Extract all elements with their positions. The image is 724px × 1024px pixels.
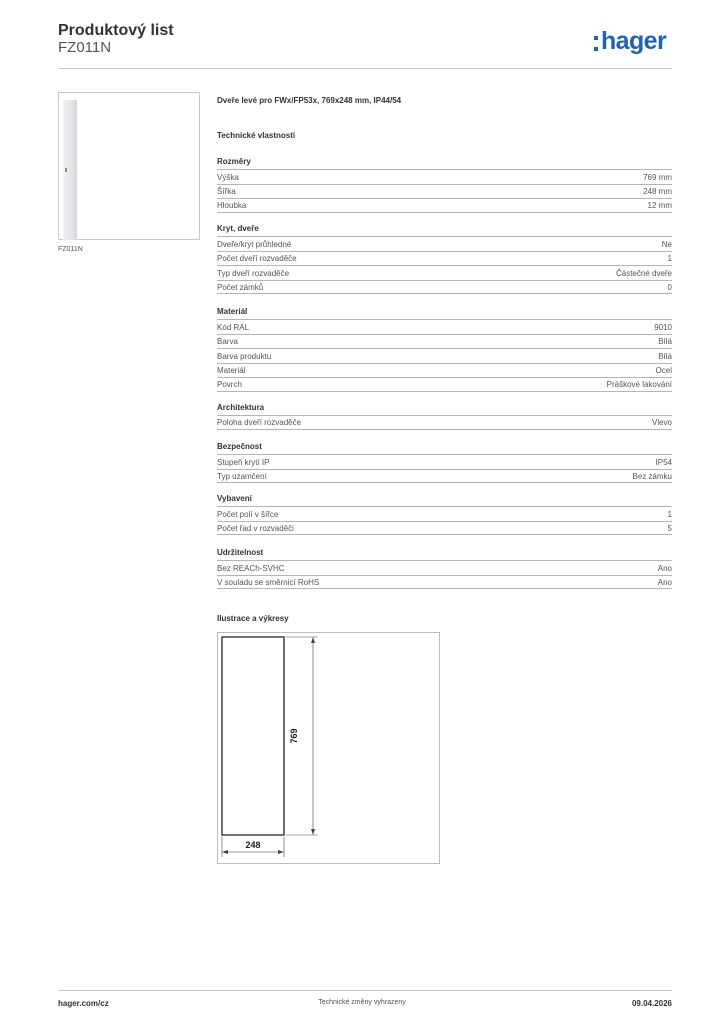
spec-label: Typ dveří rozvaděče [217,268,290,278]
spec-value: IP54 [655,457,672,467]
section-title: Udržitelnost [217,548,264,557]
spec-label: Výška [217,172,239,182]
section-title: Vybavení [217,494,252,503]
section-title: Rozměry [217,157,251,166]
spec-row [217,348,672,363]
image-caption: FZ011N [58,246,83,253]
dim-arrow-top [311,637,315,643]
spec-label: Dveře/kryt průhledné [217,239,292,249]
drawing-svg [218,633,441,865]
tech-properties-heading: Technické vlastnosti [217,131,296,140]
spec-label: Materiál [217,366,246,376]
section-title: Kryt, dveře [217,224,259,233]
spec-value: 0 [667,282,672,292]
spec-value: Bílá [658,351,672,361]
spec-label: Počet dveří rozvaděče [217,254,297,264]
hager-logo [594,27,666,56]
logo-text: hager [601,27,667,55]
spec-row [217,521,672,536]
spec-row [217,334,672,349]
spec-value: Práškové lakování [606,380,672,390]
spec-row [217,251,672,266]
spec-label: V souladu se směrnicí RoHS [217,577,320,587]
dim-arrow-left [222,850,228,854]
spec-row [217,236,672,251]
spec-value: Ocel [655,366,672,376]
dim-arrow-right [278,850,284,854]
spec-label: Hloubka [217,201,247,211]
footer-date: 09.04.2026 [631,999,672,1008]
spec-value: Bílá [658,337,672,347]
spec-row [217,575,672,590]
spec-row [217,169,672,184]
technical-drawing [217,632,440,864]
spec-label: Stupeň krytí IP [217,457,270,467]
spec-label: Bez REACh-SVHC [217,563,285,573]
width-dimension-label: 248 [245,840,261,850]
spec-value: Ano [657,563,672,573]
illustrations-heading: Ilustrace a výkresy [217,614,289,623]
spec-value: 9010 [654,322,672,332]
spec-label: Barva [217,337,238,347]
section-title: Materiál [217,307,248,316]
spec-label: Povrch [217,380,242,390]
spec-label: Poloha dveří rozvaděče [217,418,302,428]
spec-row [217,280,672,295]
spec-row [217,377,672,392]
door-handle-icon [65,168,67,172]
spec-row [217,319,672,334]
height-dimension-label: 769 [289,728,299,744]
spec-value: 1 [667,254,672,264]
spec-value: Bez zámku [632,471,672,481]
logo-dots-icon [594,36,598,51]
header-divider [58,68,672,69]
spec-value: 5 [667,523,672,533]
spec-value: 769 mm [643,172,672,182]
spec-row [217,454,672,469]
spec-row [217,415,672,430]
spec-value: 12 mm [647,201,672,211]
section-title: Architektura [217,403,265,412]
spec-value: Ne [661,239,672,249]
spec-label: Barva produktu [217,351,272,361]
spec-value: 248 mm [643,187,672,197]
footer-website-link[interactable]: hager.com/cz [58,999,109,1008]
section-title: Bezpečnost [217,442,262,451]
spec-label: Šířka [217,187,236,197]
spec-label: Počet zámků [217,282,264,292]
spec-row [217,184,672,199]
spec-value: Ano [657,577,672,587]
page-title: Produktový list [58,22,174,39]
spec-label: Kód RAL [217,322,250,332]
spec-value: Částečné dveře [615,268,672,278]
spec-value: 1 [667,509,672,519]
spec-row [217,265,672,280]
footer-notice: Technické změny vyhrazeny [318,999,406,1006]
product-code: FZ011N [58,39,112,56]
spec-label: Počet řad v rozvaděči [217,523,294,533]
spec-label: Typ uzamčení [217,471,267,481]
spec-row [217,469,672,484]
spec-label: Počet polí v šířce [217,509,279,519]
dim-arrow-bottom [311,829,315,835]
product-description: Dveře levé pro FWx/FP53x, 769x248 mm, IP44/54 [217,96,402,105]
door-outline [222,637,284,835]
spec-value: Vlevo [651,418,672,428]
spec-row [217,560,672,575]
spec-row [217,363,672,378]
spec-row [217,198,672,213]
footer-divider [58,990,672,991]
product-image-frame [58,92,200,240]
spec-row [217,506,672,521]
